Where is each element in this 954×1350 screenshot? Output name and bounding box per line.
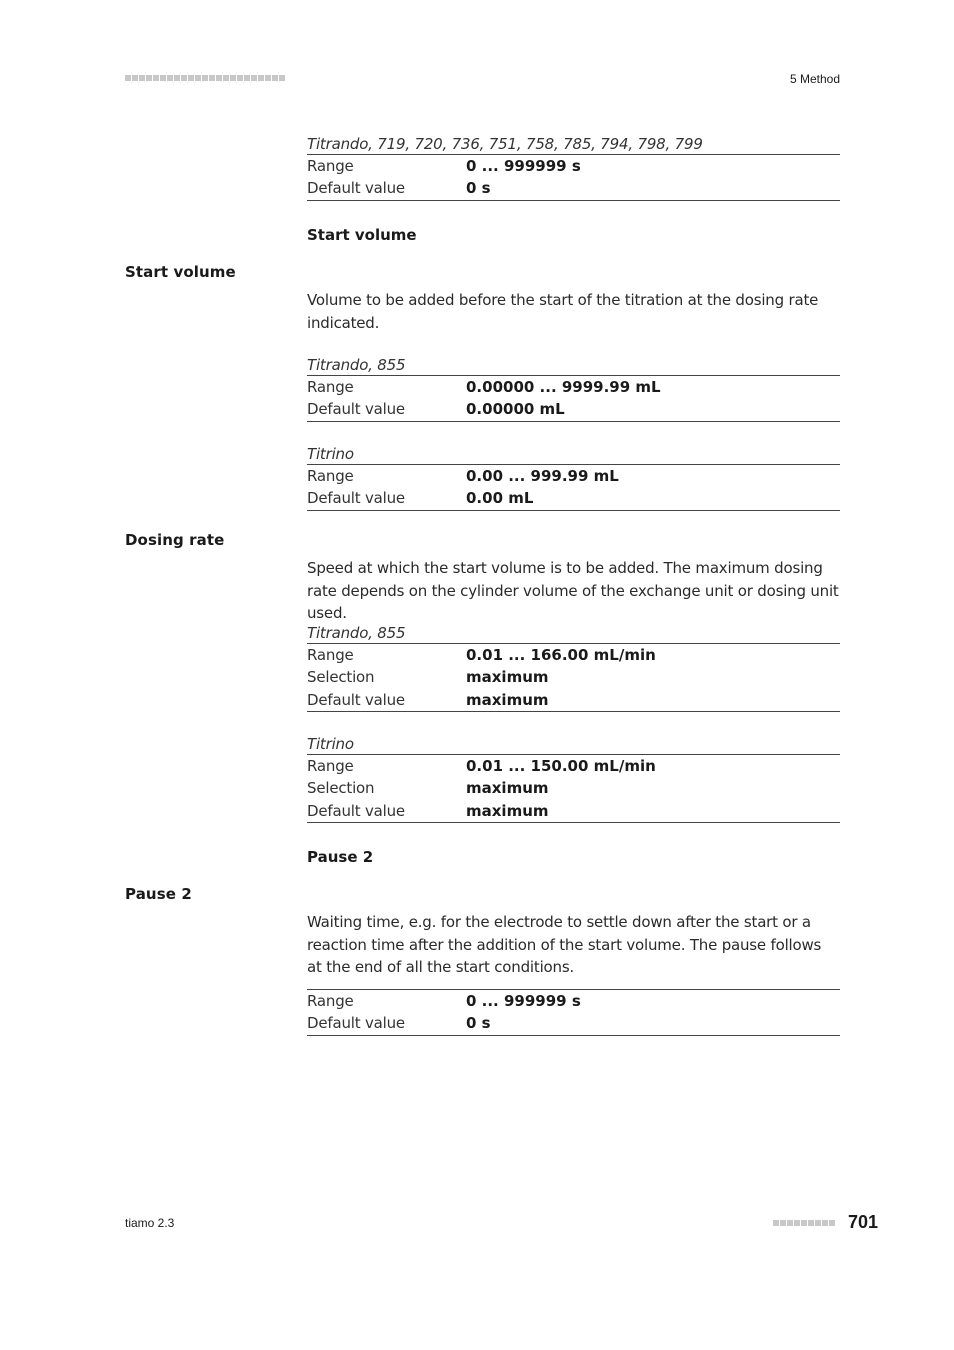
param-row xyxy=(307,689,840,711)
param-row xyxy=(307,990,840,1012)
param-key: Selection xyxy=(307,668,375,687)
param-row xyxy=(307,376,840,398)
param-value: 0.00000 ... 9999.99 mL xyxy=(466,378,661,396)
param-row xyxy=(307,487,840,509)
param-table-title: Titrando, 855 xyxy=(307,354,840,376)
section-heading-pause-2: Pause 2 xyxy=(307,848,374,866)
param-table-start-volume-titrando xyxy=(307,354,840,422)
param-table-title: Titrando, 719, 720, 736, 751, 758, 785, 794, 798, 799 xyxy=(307,133,840,155)
param-table-pause-2 xyxy=(307,989,840,1036)
side-heading-dosing-rate: Dosing rate xyxy=(125,531,225,549)
param-key: Range xyxy=(307,157,354,175)
param-value: maximum xyxy=(466,779,549,798)
param-key: Default value xyxy=(307,1014,405,1033)
footer-product: tiamo 2.3 xyxy=(125,1216,175,1230)
param-key: Default value xyxy=(307,690,405,709)
param-key: Range xyxy=(307,378,354,396)
param-row xyxy=(307,465,840,487)
param-key: Range xyxy=(307,757,354,775)
start-volume-description: Volume to be added before the start of the titration at the dosing rate indicated. xyxy=(307,291,819,332)
param-value: 0.01 ... 150.00 mL/min xyxy=(466,757,656,775)
side-heading-pause-2: Pause 2 xyxy=(125,885,192,903)
param-key: Range xyxy=(307,992,354,1010)
param-value: 0.00 mL xyxy=(466,489,534,508)
param-row xyxy=(307,755,840,777)
param-value: 0 s xyxy=(466,1014,491,1033)
param-key: Default value xyxy=(307,400,405,419)
param-value: 0.00 ... 999.99 mL xyxy=(466,467,619,485)
param-value: maximum xyxy=(466,690,549,709)
param-row xyxy=(307,777,840,799)
param-row xyxy=(307,800,840,822)
param-key: Range xyxy=(307,646,354,664)
param-table-dosing-rate-titrando xyxy=(307,622,840,712)
param-table-start-volume-titrino xyxy=(307,443,840,511)
param-value: 0 ... 999999 s xyxy=(466,992,581,1010)
param-key: Default value xyxy=(307,179,405,198)
param-row xyxy=(307,155,840,177)
param-value: 0.00000 mL xyxy=(466,400,565,419)
param-key: Selection xyxy=(307,779,375,798)
param-row xyxy=(307,1012,840,1034)
header-decoration xyxy=(125,75,285,81)
param-row xyxy=(307,177,840,199)
param-key: Range xyxy=(307,467,354,485)
param-table-title: Titrino xyxy=(307,733,840,755)
pause-2-description: Waiting time, e.g. for the electrode to settle down after the start or a reaction time after the addition of the start volume. The pause follows at the end of all the start conditions. xyxy=(307,913,822,976)
param-table-pause1 xyxy=(307,133,840,201)
param-row xyxy=(307,398,840,420)
side-heading-start-volume: Start volume xyxy=(125,263,236,281)
param-row xyxy=(307,644,840,666)
param-value: maximum xyxy=(466,801,549,820)
param-key: Default value xyxy=(307,489,405,508)
param-value: 0 s xyxy=(466,179,491,198)
page-number: 701 xyxy=(847,1212,878,1232)
param-table-title: Titrando, 855 xyxy=(307,622,840,644)
param-value: 0 ... 999999 s xyxy=(466,157,581,175)
running-header-section: 5 Method xyxy=(789,72,840,86)
footer-decoration xyxy=(773,1220,835,1226)
section-heading-start-volume: Start volume xyxy=(307,226,417,244)
param-key: Default value xyxy=(307,801,405,820)
param-value: 0.01 ... 166.00 mL/min xyxy=(466,646,656,664)
param-row xyxy=(307,666,840,688)
param-table-dosing-rate-titrino xyxy=(307,733,840,823)
dosing-rate-description: Speed at which the start volume is to be added. The maximum dosing rate depends on the cylinder volume of the exchange unit or dosing unit used. xyxy=(307,559,839,622)
param-value: maximum xyxy=(466,668,549,687)
param-table-title: Titrino xyxy=(307,443,840,465)
